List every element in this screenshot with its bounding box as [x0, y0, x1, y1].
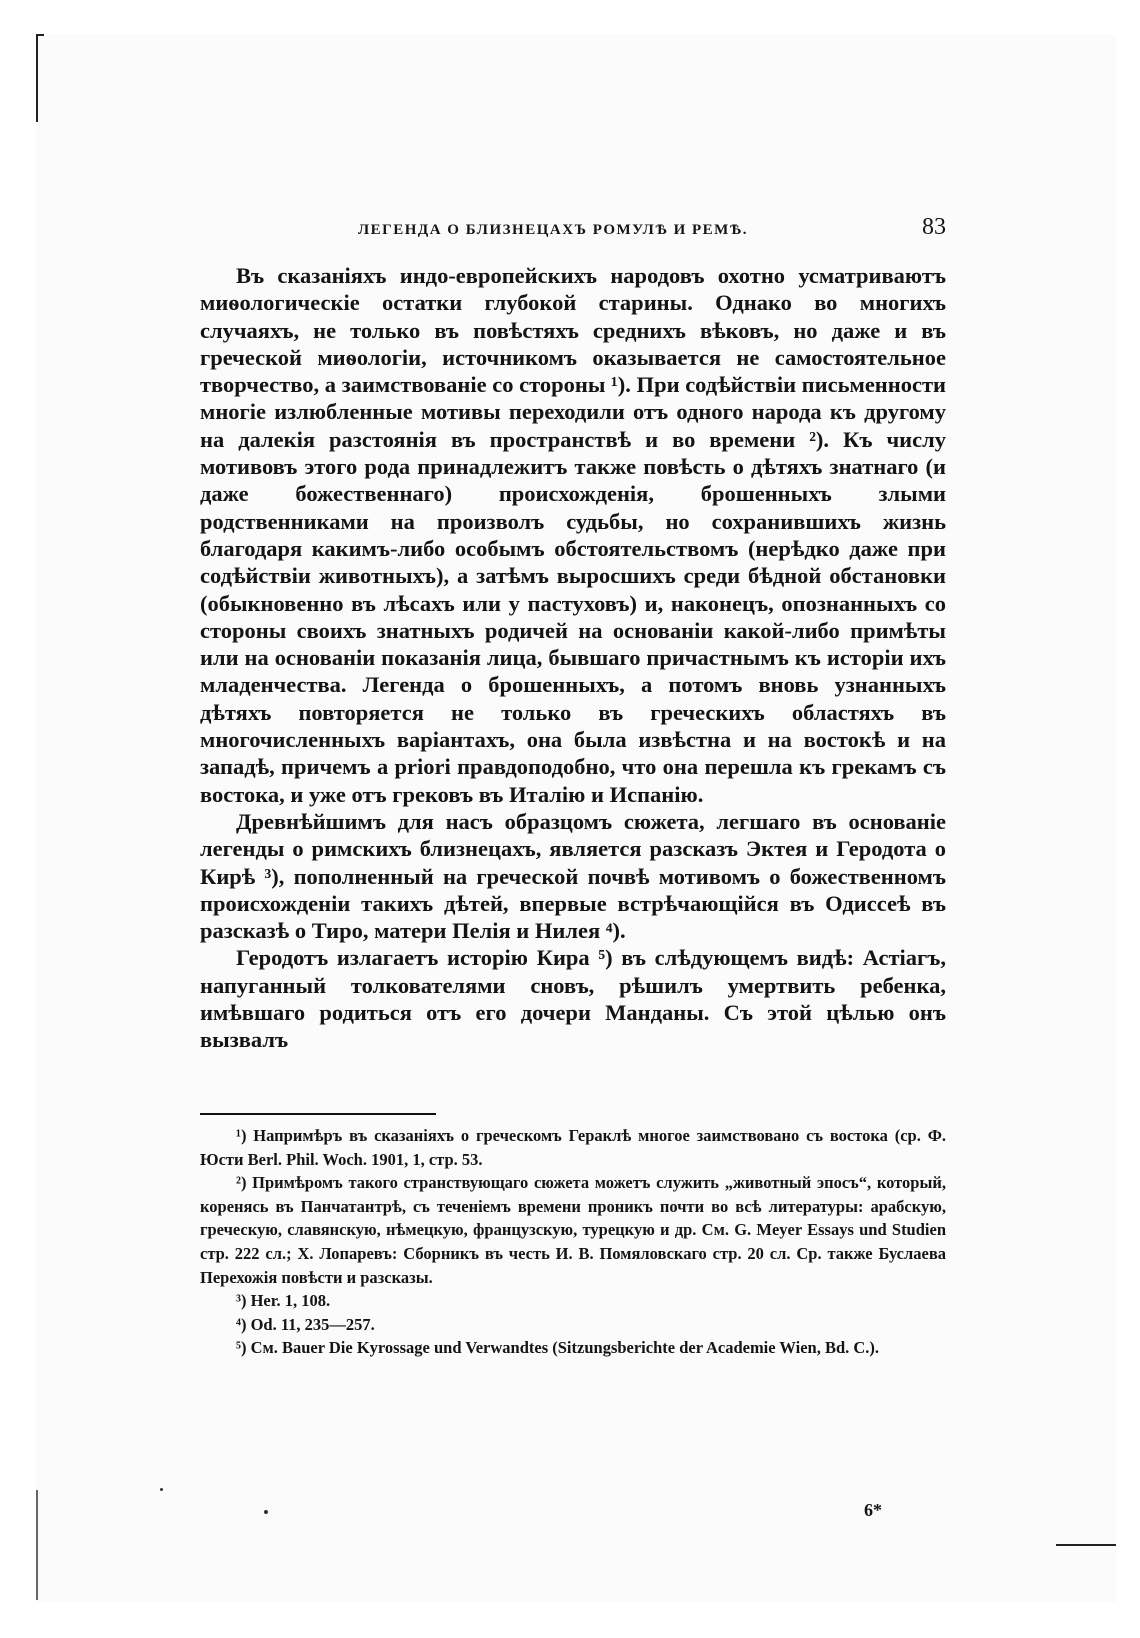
- footnotes: [200, 1124, 946, 1360]
- page-header: [200, 214, 946, 254]
- footnote-separator: [200, 1113, 436, 1115]
- footnote: ⁵) См. Bauer Die Kyrossage und Verwandtes (Sitzungsberichte der Academie Wien, Bd. C.).: [236, 1338, 880, 1358]
- scan-edge: [36, 1490, 38, 1600]
- paragraph: Въ сказаніяхъ индо-европейскихъ народовъ охотно усматриваютъ миѳологическіе остатки глубокой старины. Однако во многихъ случаяхъ, не только въ повѣстяхъ среднихъ вѣковъ, но даже и въ греческой миѳологіи, источникомъ оказывается не самостоятельное творчество, а заимствованіе со стороны ¹). При содѣйствіи письменности многіе излюбленные мотивы переходили отъ одного народа къ другому на далекія разстоянія въ пространствѣ и во времени ²). Къ числу мотивовъ этого рода принадлежитъ также повѣсть о дѣтяхъ знатнаго (и даже божественнаго) происхожденія, брошенныхъ злыми родственниками на произволъ судьбы, но сохранившихъ жизнь благодаря какимъ-либо особымъ обстоятельствомъ (нерѣдко даже при содѣйствіи животныхъ), а затѣмъ выросшихъ среди бѣдной обстановки (обыкновенно въ лѣсахъ или у пастуховъ) и, наконецъ, опознанныхъ со стороны своихъ знатныхъ родичей на основаніи какой-либо примѣты или на основаніи показанія лица, бывшаго причастнымъ къ исторіи ихъ младенчества. Легенда о брошенныхъ, а потомъ вновь узнанныхъ дѣтяхъ повторяется не только въ греческихъ областяхъ въ многочисленныхъ варіантахъ, она была извѣстна и на востокѣ и на западѣ, причемъ a priori правдоподобно, что она перешла къ грекамъ съ востока, и уже отъ грековъ въ Италію и Испанію.: [200, 263, 946, 807]
- speck: [264, 1510, 268, 1514]
- scan-edge: [36, 34, 38, 122]
- footnote: ⁴) Od. 11, 235—257.: [236, 1314, 375, 1334]
- paragraph: Древнѣйшимъ для насъ образцомъ сюжета, легшаго въ основаніе легенды о римскихъ близнецахъ, является разсказъ Эктея и Геродота о Кирѣ ³), пополненный на греческой почвѣ мотивомъ о божественномъ происхожденіи такихъ дѣтей, впервые встрѣчающійся въ Одиссеѣ въ разсказѣ о Тиро, матери Пелія и Нилея ⁴).: [200, 808, 946, 944]
- scan-edge: [36, 34, 44, 36]
- main-text: [200, 262, 946, 1054]
- speck: [160, 1488, 163, 1491]
- running-title: ЛЕГЕНДА О БЛИЗНЕЦАХЪ РОМУЛѢ И РЕМѢ.: [358, 222, 749, 238]
- page-number: 83: [922, 214, 946, 240]
- paragraph: Геродотъ излагаетъ исторію Кира ⁵) въ слѣдующемъ видѣ: Астіагъ, напуганный толкователями сновъ, рѣшилъ умертвить ребенка, имѣвшаго родиться отъ его дочери Манданы. Съ этой цѣлью онъ вызвалъ: [200, 945, 946, 1053]
- footnote: ¹) Напримѣръ въ сказаніяхъ о греческомъ Гераклѣ многое заимствовано съ востока (ср. Ф. Юсти Berl. Phil. Woch. 1901, 1, стр. 53.: [200, 1126, 946, 1169]
- signature-mark: 6*: [864, 1500, 882, 1520]
- footnote: ³) Her. 1, 108.: [236, 1291, 331, 1311]
- margin-mark: [1056, 1544, 1116, 1546]
- footnote: ²) Примѣромъ такого странствующаго сюжета можетъ служить „животный эпосъ“, который, коренясь въ Панчатантрѣ, съ теченіемъ времени проникъ почти во всѣ литературы: арабскую, греческую, славянскую, нѣмецкую, французскую, турецкую и др. См. G. Meyer Essays und Studien стр. 222 сл.; Х. Лопаревъ: Сборникъ въ честь И. В. Помяловскаго стр. 20 сл. Ср. также Буслаева Перехожія повѣсти и разсказы.: [200, 1173, 946, 1287]
